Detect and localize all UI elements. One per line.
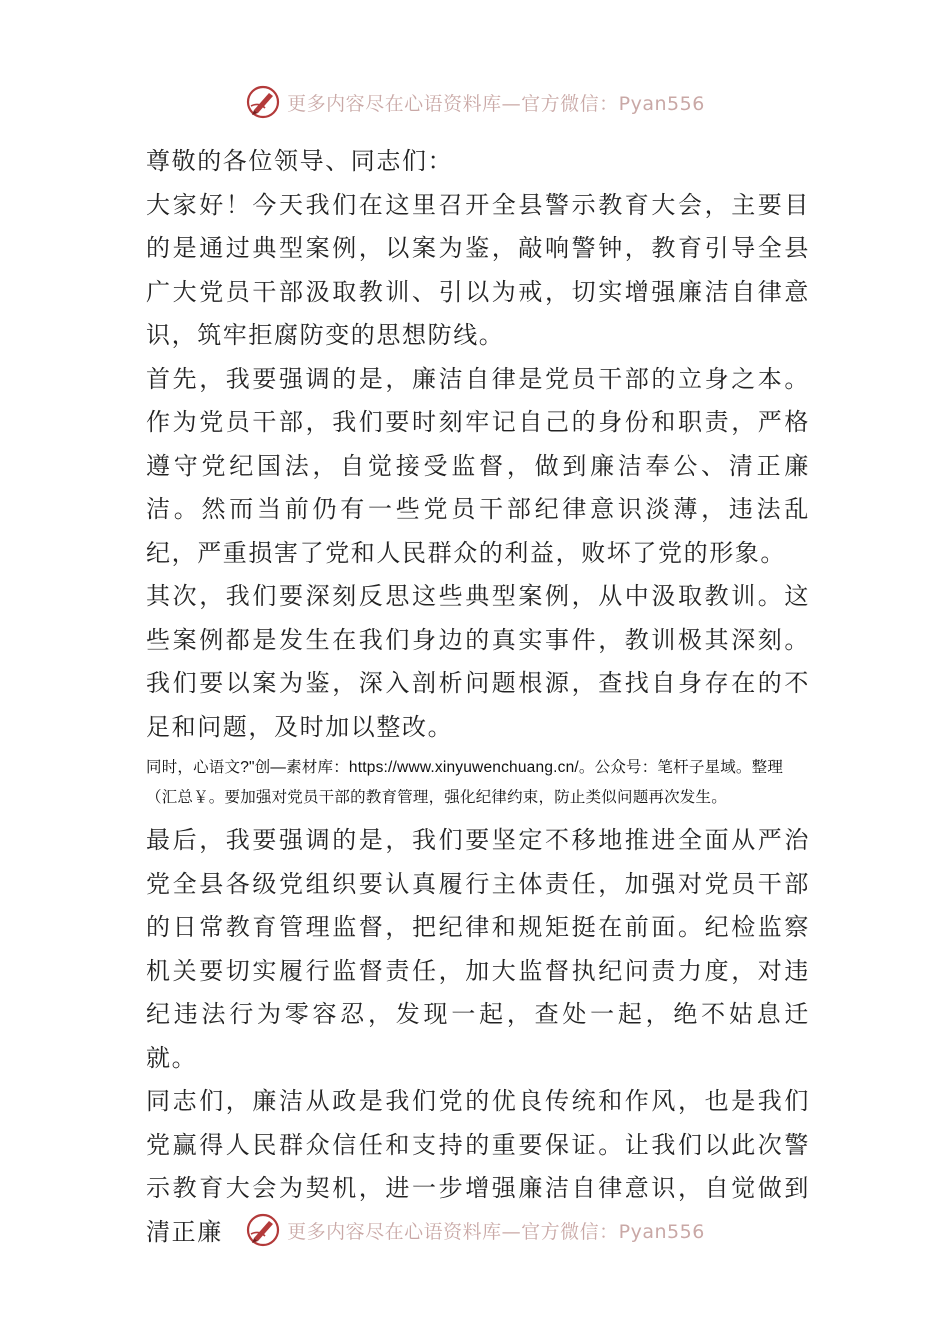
paragraph-closing: 同志们，廉洁从政是我们党的优良传统和作风，也是我们党赢得人民群众信任和支持的重要保证。让我们以此次警示教育大会为契机，进一步增强廉洁自律意识，自觉做到清正廉 <box>146 1087 810 1246</box>
banner-text <box>287 89 705 116</box>
document-body <box>146 140 810 1254</box>
banner-slogan: 更多内容尽在心语资料库—官方微信： <box>287 92 619 115</box>
header-banner <box>0 82 950 122</box>
paragraph-opening: 大家好！今天我们在这里召开全县警示教育大会，主要目的是通过典型案例，以案为鉴，敲响警钟，教育引导全县广大党员干部汲取教训、引以为戒，切实增强廉洁自律意识，筑牢拒腐防变的思想防线。 <box>146 190 810 349</box>
banner-text <box>287 1217 705 1244</box>
paragraph-final-point: 最后，我要强调的是，我们要坚定不移地推进全面从严治党全县各级党组织要认真履行主体责任，加强对党员干部的日常教育管理监督，把纪律和规矩挺在前面。纪检监察机关要切实履行监督责任，加大监督执纪问责力度，对违纪违法行为零容忍，发现一起，查处一起，绝不姑息迁就。 <box>146 826 810 1072</box>
banner-handle: Pyan556 <box>618 1220 705 1243</box>
banner-handle: Pyan556 <box>618 92 705 115</box>
salutation: 尊敬的各位领导、同志们： <box>146 147 454 175</box>
pen-logo-icon <box>245 84 281 120</box>
paragraph-first-point: 首先，我要强调的是，廉洁自律是党员干部的立身之本。作为党员干部，我们要时刻牢记自己的身份和职责，严格遵守党纪国法，自觉接受监督，做到廉洁奉公、清正廉洁。然而当前仍有一些党员干部纪律意识淡薄，违法乱纪，严重损害了党和人民群众的利益，败坏了党的形象。 <box>146 364 810 567</box>
paragraph-second-point: 其次，我们要深刻反思这些典型案例，从中汲取教训。这些案例都是发生在我们身边的真实事件，教训极其深刻。我们要以案为鉴，深入剖析问题根源，查找自身存在的不足和问题，及时加以整改。 <box>146 582 810 741</box>
footer-banner <box>0 1210 950 1250</box>
banner-slogan: 更多内容尽在心语资料库—官方微信： <box>287 1220 619 1243</box>
pen-logo-icon <box>245 1212 281 1248</box>
paragraph-inserted-note: 同时，心语文?"创—素材库：https://www.xinyuwenchuang.cn/。公众号：笔杆子星域。整理（汇总￥。要加强对党员干部的教育管理，强化纪律约束，防止类似问题再次发生。 <box>146 759 784 806</box>
